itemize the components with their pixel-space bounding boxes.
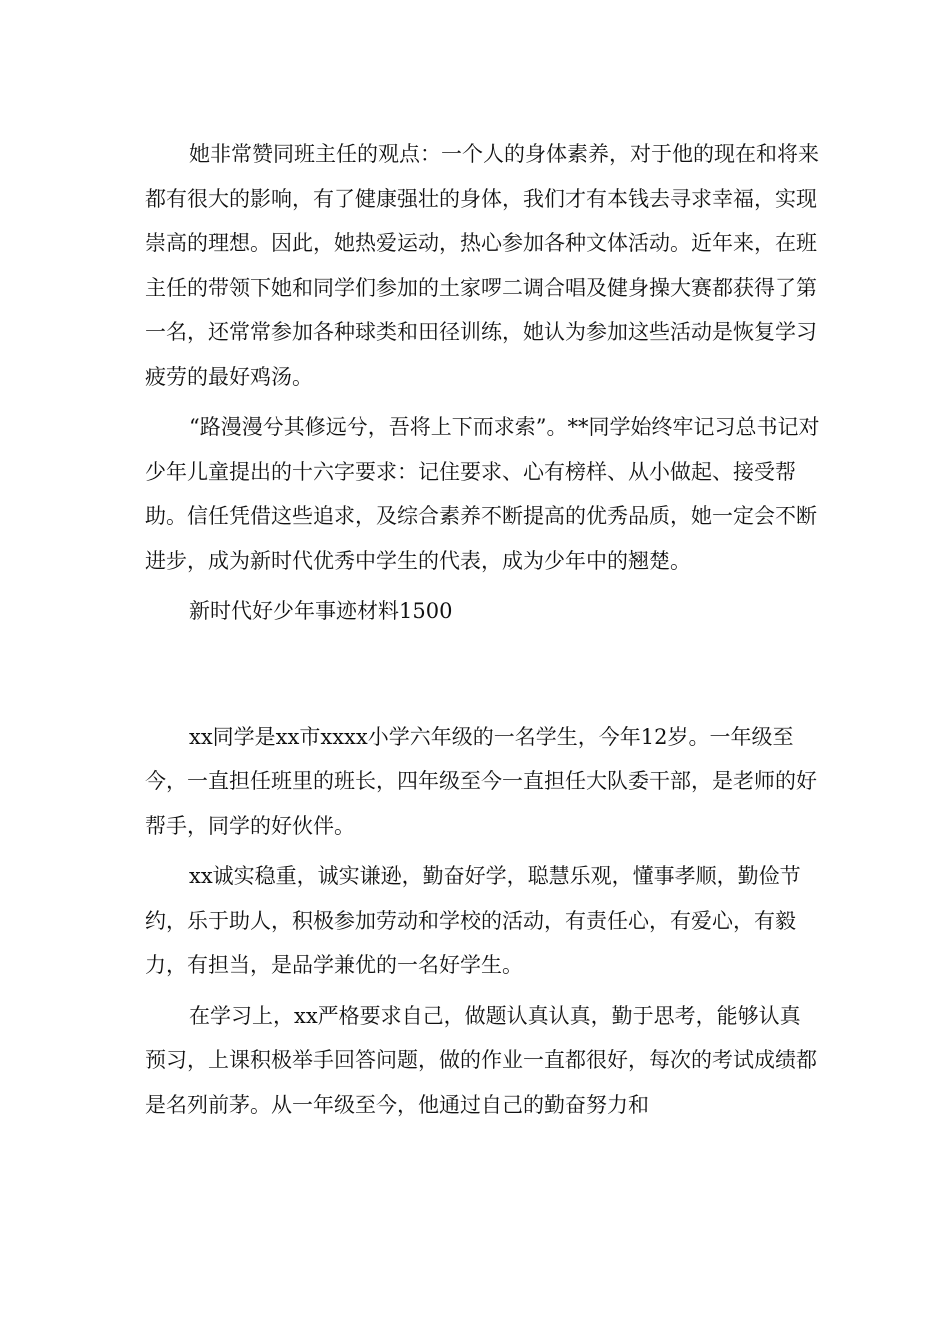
paragraph-character: xx诚实稳重，诚实谦逊，勤奋好学，聪慧乐观，懂事孝顺，勤俭节约，乐于助人，积极参加劳动和学校的活动，有责任心，有爱心，有毅力，有担当，是品学兼优的一名好学生。 xyxy=(145,864,801,977)
blank-gap xyxy=(145,634,821,715)
paragraph-physical-fitness: 她非常赞同班主任的观点：一个人的身体素养，对于他的现在和将来都有很大的影响，有了健康强壮的身体，我们才有本钱去寻求幸福，实现崇高的理想。因此，她热爱运动，热心参加各种文体活动。近年来，在班主任的带领下她和同学们参加的土家啰二调合唱及健身操大赛都获得了第一名，还常常参加各种球类和田径训练，她认为参加这些活动是恢复学习疲劳的最好鸡汤。 xyxy=(145,142,819,389)
paragraph-study: 在学习上，xx严格要求自己，做题认真认真，勤于思考，能够认真预习，上课积极举手回答问题，做的作业一直都很好，每次的考试成绩都是名列前茅。从一年级至今，他通过自己的勤奋努力和 xyxy=(145,1003,817,1117)
section-heading: 新时代好少年事迹材料1500 xyxy=(189,599,453,623)
paragraph-pursuit: “路漫漫兮其修远兮，吾将上下而求索”。**同学始终牢记习总书记对少年儿童提出的十六字要求：记住要求、心有榜样、从小做起、接受帮助。信任凭借这些追求，及综合素养不断提高的优秀品质，她一定会不断进步，成为新时代优秀中学生的代表，成为少年中的翘楚。 xyxy=(145,415,820,573)
paragraph-student-intro: xx同学是xx市xxxx小学六年级的一名学生，今年12岁。一年级至今，一直担任班里的班长，四年级至今一直担任大队委干部，是老师的好帮手，同学的好伙伴。 xyxy=(145,724,817,838)
document-body xyxy=(145,132,821,1127)
